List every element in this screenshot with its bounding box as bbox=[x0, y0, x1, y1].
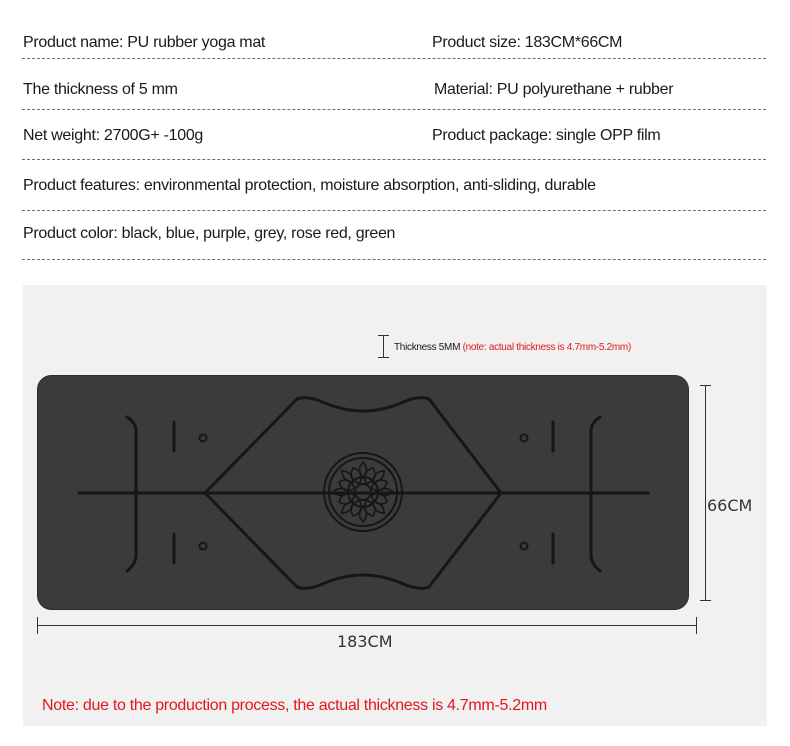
height-dimension-top bbox=[700, 385, 711, 386]
width-label: 183CM bbox=[337, 632, 393, 651]
spec-row-thickness-material bbox=[22, 59, 766, 110]
height-dimension-bottom bbox=[700, 600, 711, 601]
product-name: Product name: PU rubber yoga mat bbox=[23, 34, 266, 51]
thickness-text: Thickness 5MM bbox=[394, 342, 461, 353]
spec-table bbox=[22, 0, 766, 260]
width-dimension-left bbox=[37, 617, 38, 634]
width-dimension-line bbox=[37, 625, 697, 626]
spec-row-name-size bbox=[22, 0, 766, 59]
product-thickness: The thickness of 5 mm bbox=[23, 81, 178, 98]
spec-row-color bbox=[22, 211, 766, 260]
height-label: 66CM bbox=[707, 496, 753, 515]
thickness-note: (note: actual thickness is 4.7mm-5.2mm) bbox=[462, 342, 631, 353]
product-features: Product features: environmental protection, moisture absorption, anti-sliding, durable bbox=[23, 177, 596, 194]
spec-row-features bbox=[22, 160, 766, 211]
thickness-marker-top bbox=[378, 335, 389, 336]
spec-row-weight-package bbox=[22, 110, 766, 160]
product-color: Product color: black, blue, purple, grey, rose red, green bbox=[23, 225, 396, 242]
height-dimension-line bbox=[705, 385, 706, 601]
thickness-label bbox=[394, 342, 631, 353]
yoga-mat bbox=[37, 375, 690, 611]
net-weight: Net weight: 2700G+ -100g bbox=[23, 127, 204, 144]
width-dimension-right bbox=[696, 617, 697, 634]
product-size: Product size: 183CM*66CM bbox=[432, 34, 623, 51]
product-package: Product package: single OPP film bbox=[432, 127, 661, 144]
thickness-marker bbox=[383, 335, 384, 357]
thickness-marker-bottom bbox=[378, 357, 389, 358]
production-note: Note: due to the production process, the actual thickness is 4.7mm-5.2mm bbox=[42, 697, 547, 714]
product-material: Material: PU polyurethane + rubber bbox=[434, 81, 674, 98]
